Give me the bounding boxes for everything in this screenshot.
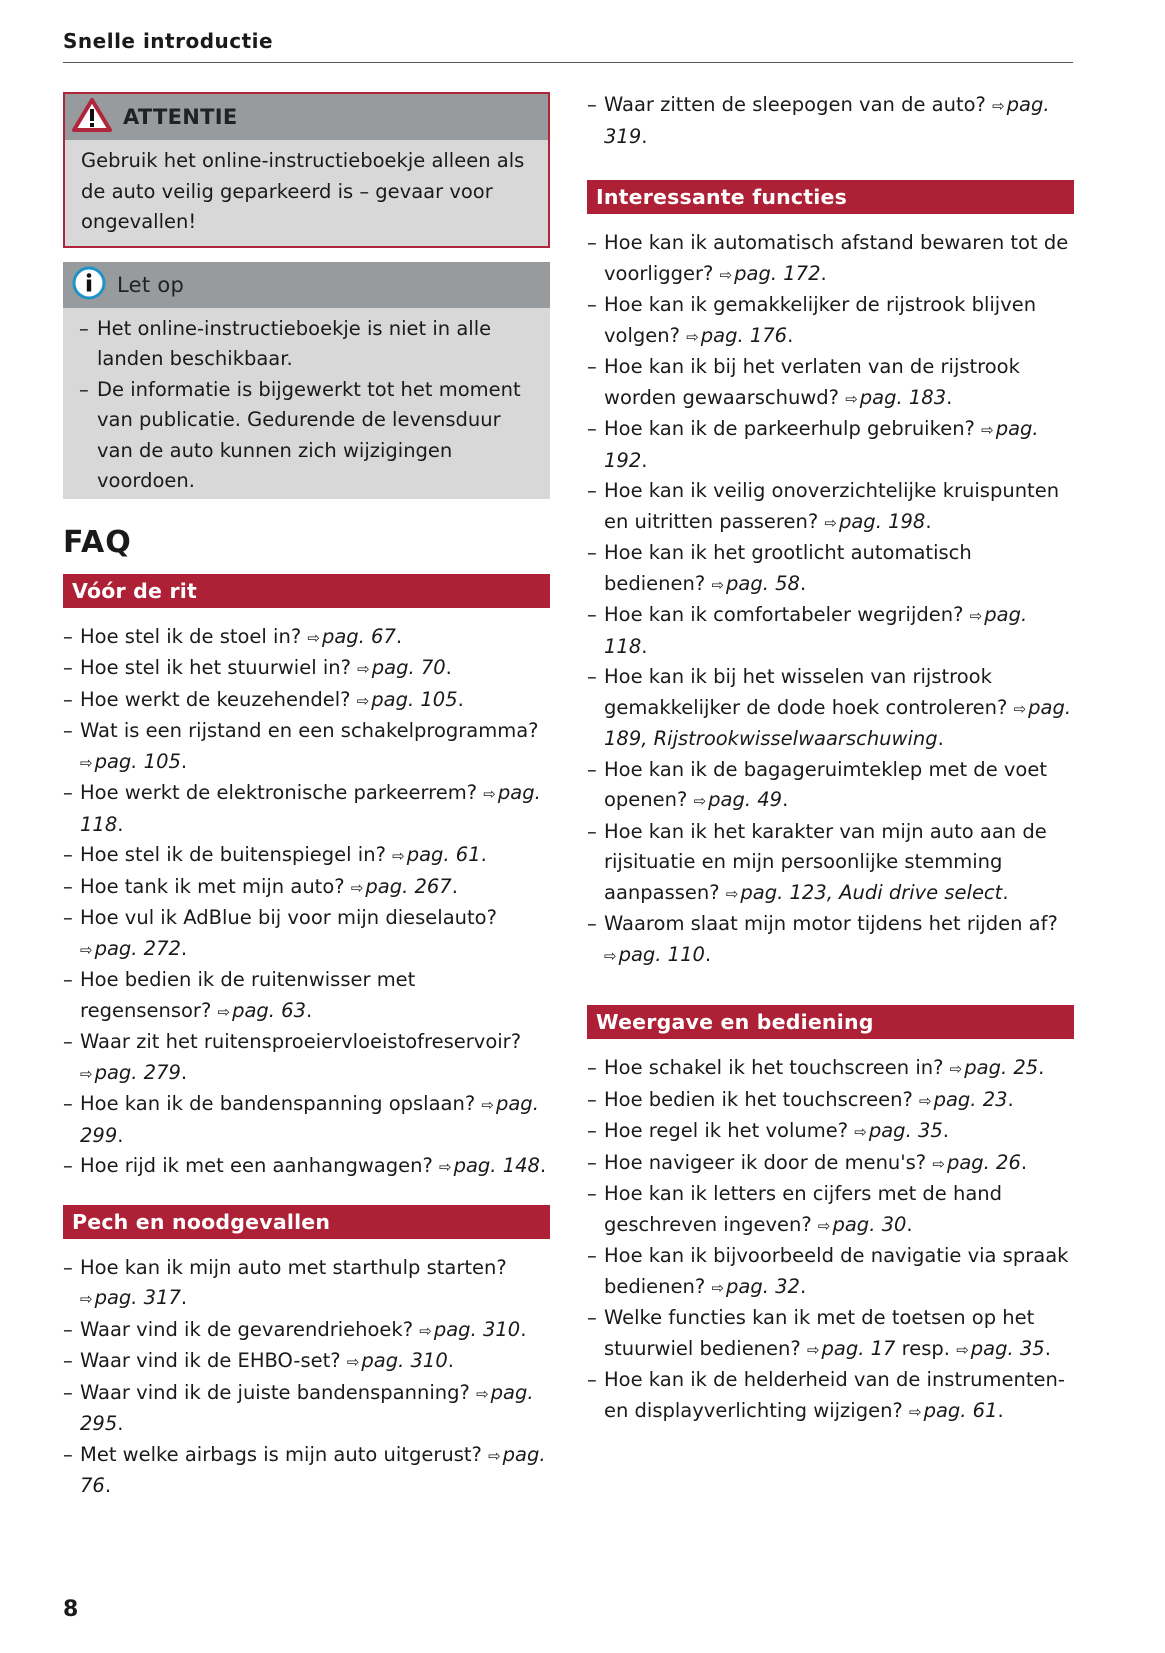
faq-item <box>587 538 1074 600</box>
note-item: – Het online-instructieboekje is niet in alle landen beschikbaar. <box>79 314 536 375</box>
faq-item <box>63 716 550 778</box>
faq-question: Hoe kan ik automatisch afstand bewaren tot de voorligger? <box>604 231 1069 285</box>
page-reference-arrow-icon: ⇨ <box>483 785 496 803</box>
faq-question: Hoe kan ik comfortabeler wegrijden? <box>604 603 964 626</box>
faq-item-end: . <box>782 788 789 811</box>
faq-item <box>63 840 550 872</box>
faq-question: Hoe kan ik het grootlicht automatisch bedienen? <box>604 541 972 595</box>
faq-item <box>63 1440 550 1502</box>
page-header <box>63 26 1073 63</box>
faq-item-end: . <box>117 1412 124 1435</box>
attention-box <box>63 92 550 248</box>
faq-question: Waar zit het ruitensproeiervloeistofreservoir? <box>80 1030 522 1053</box>
page-reference-arrow-icon: ⇨ <box>919 1091 932 1110</box>
page-reference-link[interactable]: pag. 35 <box>868 1119 943 1142</box>
faq-item-end: . <box>641 634 648 658</box>
page-reference-arrow-icon: ⇨ <box>346 1353 360 1371</box>
page-reference-link[interactable]: pag. 67 <box>321 624 396 648</box>
page-reference-arrow-icon: ⇨ <box>932 1154 945 1173</box>
faq-item <box>587 1053 1074 1085</box>
faq-question: Hoe kan ik letters en cijfers met de hand geschreven ingeven? <box>604 1182 1003 1236</box>
page-reference-link[interactable]: pag. 198 <box>838 509 926 533</box>
page-reference-arrow-icon: ⇨ <box>80 1290 93 1308</box>
note-title: Let op <box>117 272 185 297</box>
faq-item-end: . <box>480 843 487 866</box>
faq-question: Hoe stel ik de buitenspiegel in? <box>80 843 386 866</box>
faq-item-end: . <box>520 1317 527 1341</box>
faq-item <box>63 872 550 904</box>
faq-item <box>587 1116 1074 1148</box>
section-heading-interessante-functies: Interessante functies <box>587 180 1074 214</box>
section-heading-pech: Pech en noodgevallen <box>63 1205 550 1239</box>
page-reference-link[interactable]: pag. 176 <box>700 323 788 347</box>
faq-item-end: . <box>445 656 452 679</box>
page-reference-arrow-icon: ⇨ <box>439 1158 452 1176</box>
faq-question: Hoe schakel ik het touchscreen in? <box>604 1056 944 1079</box>
faq-question: Hoe kan ik de parkeerhulp gebruiken? <box>604 417 975 440</box>
page-reference-link[interactable]: pag. 63 <box>232 998 306 1022</box>
faq-item-end: . <box>942 1119 949 1142</box>
faq-question: Hoe kan ik bijvoorbeeld de navigatie via spraak bedienen? <box>604 1244 1069 1298</box>
page-reference-arrow-icon: ⇨ <box>845 389 858 408</box>
page-reference-link[interactable]: pag. 183 <box>859 385 947 409</box>
page-reference-link[interactable]: pag. 35 <box>970 1336 1045 1360</box>
faq-question: Hoe werkt de keuzehendel? <box>80 687 351 711</box>
faq-item-end: . <box>180 1060 188 1084</box>
faq-item-end: . <box>451 874 458 898</box>
page-reference-arrow-icon: ⇨ <box>356 691 370 710</box>
page-reference-link[interactable]: pag. 295 <box>80 1380 534 1435</box>
faq-question: Waar vind ik de EHBO-set? <box>80 1349 341 1372</box>
page-reference-arrow-icon: ⇨ <box>854 1123 867 1141</box>
faq-item <box>587 290 1074 352</box>
page-reference-link[interactable]: pag. 118 <box>604 603 1028 658</box>
faq-question: Waar vind ik de juiste bandenspanning? <box>80 1380 470 1404</box>
faq-item <box>587 817 1074 910</box>
faq-item <box>587 1085 1074 1117</box>
page-reference-link[interactable]: pag. 105 <box>371 687 458 711</box>
faq-item <box>63 685 550 717</box>
faq-item <box>587 352 1074 414</box>
page-reference-arrow-icon: ⇨ <box>981 421 994 439</box>
faq-item <box>587 909 1074 971</box>
faq-question: Hoe regel ik het volume? <box>604 1119 849 1142</box>
faq-item-end: . <box>820 261 827 285</box>
faq-item-end: . <box>641 124 648 148</box>
faq-question: Hoe kan ik de helderheid van de instrumenten- en displayverlichting wijzigen? <box>604 1368 1065 1422</box>
faq-item-end: . <box>946 385 953 409</box>
page-reference-arrow-icon: ⇨ <box>956 1340 969 1359</box>
page-reference-arrow-icon: ⇨ <box>392 847 405 865</box>
faq-item-end: . <box>117 1123 124 1147</box>
faq-item <box>63 1253 550 1315</box>
faq-item <box>587 755 1074 817</box>
faq-question: Hoe werkt de elektronische parkeerrem? <box>80 781 478 804</box>
note-body <box>63 308 550 499</box>
faq-question: Wat is een rijstand en een schakelprogramma? <box>80 719 539 742</box>
faq-question: Welke functies kan ik met de toetsen op het stuurwiel bedienen? <box>604 1306 1035 1360</box>
warning-triangle-icon <box>71 97 113 137</box>
faq-item <box>63 965 550 1027</box>
page-reference-arrow-icon: ⇨ <box>1013 699 1027 718</box>
faq-item <box>63 1378 550 1440</box>
page-reference-link[interactable]: pag. 30 <box>832 1212 907 1236</box>
attention-text: Gebruik het online-instructieboekje alleen als de auto veilig geparkeerd is – gevaar voor ongevallen! <box>81 149 525 233</box>
faq-list-weergave-en-bediening <box>587 1053 1074 1427</box>
page-reference-link[interactable]: pag. 105 <box>94 749 181 773</box>
page-reference-arrow-icon: ⇨ <box>949 1060 963 1078</box>
page-reference-link[interactable]: pag. 61 <box>406 843 481 866</box>
faq-item <box>587 600 1074 662</box>
page-reference-link[interactable]: pag. 76 <box>80 1442 546 1497</box>
page-reference-link[interactable]: pag. 319 <box>604 93 1050 148</box>
faq-list-voor-de-rit <box>63 622 550 1183</box>
page-reference-link[interactable]: pag. 267 <box>365 874 452 898</box>
faq-item-end: . <box>306 998 313 1022</box>
page-reference-link[interactable]: pag. 49 <box>708 788 783 811</box>
faq-item <box>587 228 1074 290</box>
faq-question: Hoe tank ik met mijn auto? <box>80 874 345 898</box>
faq-item-end: . <box>799 1274 807 1298</box>
faq-item <box>587 1303 1074 1365</box>
page-reference-link[interactable]: pag. 310 <box>361 1349 448 1372</box>
faq-question: Met welke airbags is mijn auto uitgerust? <box>80 1442 482 1466</box>
page-reference-link[interactable]: pag. 310 <box>433 1317 521 1341</box>
page-reference-link[interactable]: pag. 23 <box>933 1087 1008 1111</box>
faq-item-end: . <box>180 1286 188 1309</box>
page-reference-arrow-icon: ⇨ <box>488 1446 501 1465</box>
page-reference-arrow-icon: ⇨ <box>307 628 320 647</box>
faq-connector: resp. <box>901 1336 950 1360</box>
faq-item-end: . <box>117 812 124 836</box>
faq-item-end: . <box>1007 1087 1014 1111</box>
faq-item <box>63 1315 550 1347</box>
page-reference-arrow-icon: ⇨ <box>419 1321 432 1340</box>
faq-item-end: . <box>1038 1056 1045 1079</box>
faq-item-end: . <box>180 936 188 960</box>
right-column <box>587 92 1074 1427</box>
page-reference-link[interactable]: pag. 61 <box>923 1398 998 1422</box>
faq-item <box>63 653 550 685</box>
faq-item-end: . <box>1020 1150 1028 1174</box>
faq-item <box>587 1241 1074 1303</box>
faq-question: Hoe stel ik de stoel in? <box>80 624 302 648</box>
page-reference-link[interactable]: pag. 192 <box>604 417 1039 472</box>
faq-item <box>587 1179 1074 1241</box>
faq-item-end: . <box>937 727 944 750</box>
attention-title: ATTENTIE <box>123 105 238 129</box>
page-reference-link[interactable]: pag. 110 <box>618 942 705 966</box>
page-reference-arrow-icon: ⇨ <box>711 1278 725 1297</box>
page-reference-arrow-icon: ⇨ <box>817 1216 831 1235</box>
faq-item-end: . <box>539 1154 547 1177</box>
faq-item <box>587 90 1074 152</box>
faq-item-end: . <box>1044 1336 1051 1360</box>
faq-question: Hoe kan ik bij het wisselen van rijstrook gemakkelijker de dode hoek controleren? <box>604 665 1008 719</box>
faq-item <box>587 476 1074 538</box>
faq-item-end: . <box>906 1212 913 1236</box>
page-reference-link[interactable]: pag. 26 <box>946 1150 1021 1174</box>
page-reference-arrow-icon: ⇨ <box>80 940 93 959</box>
page-reference-arrow-icon: ⇨ <box>217 1002 231 1021</box>
faq-heading: FAQ <box>63 524 132 560</box>
page-reference-link[interactable]: pag. 317 <box>94 1286 181 1309</box>
faq-question: Hoe navigeer ik door de menu's? <box>604 1150 927 1174</box>
page-reference-arrow-icon: ⇨ <box>719 265 733 284</box>
faq-item-end: . <box>457 687 464 711</box>
faq-item-end: . <box>447 1349 454 1372</box>
faq-question: Hoe kan ik de bagageruimteklep met de voet openen? <box>604 757 1047 811</box>
page-number: 8 <box>63 1597 79 1622</box>
faq-item <box>63 778 550 840</box>
faq-item-end: . <box>787 323 794 347</box>
page-reference-arrow-icon: ⇨ <box>350 878 364 897</box>
section-heading-voor-de-rit: Vóór de rit <box>63 574 550 608</box>
note-item: – De informatie is bijgewerkt tot het moment van publicatie. Gedurende de levensduur van de auto kunnen zich wijzigingen voordoen. <box>79 375 536 497</box>
faq-question: Hoe bedien ik het touchscreen? <box>604 1087 913 1111</box>
page-reference-link[interactable]: pag. 172 <box>734 261 821 285</box>
page-reference-arrow-icon: ⇨ <box>80 753 93 772</box>
faq-question: Hoe kan ik veilig onoverzichtelijke kruispunten en uitritten passeren? <box>604 479 1060 533</box>
faq-list-interessante-functies <box>587 228 1074 971</box>
page-reference-arrow-icon: ⇨ <box>481 1096 494 1114</box>
faq-question: Waar zitten de sleepogen van de auto? <box>604 93 986 116</box>
page-reference-link[interactable]: pag. 189, Rijstrookwisselwaarschuwing <box>604 695 1072 750</box>
page-reference-arrow-icon: ⇨ <box>693 792 707 810</box>
page-reference-link[interactable]: pag. 25 <box>964 1056 1039 1079</box>
faq-item-end: . <box>799 571 807 595</box>
faq-question: Waarom slaat mijn motor tijdens het rijden af? <box>604 912 1058 935</box>
page-reference-link[interactable]: pag. 70 <box>371 656 446 679</box>
page-reference-arrow-icon: ⇨ <box>686 327 699 346</box>
faq-question: Hoe stel ik het stuurwiel in? <box>80 656 351 679</box>
page-reference-arrow-icon: ⇨ <box>476 1384 489 1403</box>
page-reference-link[interactable]: pag. 148 <box>453 1154 540 1177</box>
page-reference-arrow-icon: ⇨ <box>824 513 837 532</box>
note-box <box>63 262 550 499</box>
page-reference-arrow-icon: ⇨ <box>992 97 1005 115</box>
faq-question: Hoe kan ik mijn auto met starthulp starten? <box>80 1255 507 1279</box>
attention-header <box>65 94 548 140</box>
page-reference-link[interactable]: pag. 123, Audi drive select <box>740 880 1003 904</box>
faq-question: Hoe vul ik AdBlue bij voor mijn dieselauto? <box>80 906 497 929</box>
faq-item <box>63 622 550 654</box>
left-column <box>63 92 550 1502</box>
faq-item <box>63 903 550 965</box>
section-heading-weergave-en-bediening: Weergave en bediening <box>587 1005 1074 1039</box>
page-reference-arrow-icon: ⇨ <box>969 607 983 625</box>
faq-item-end: . <box>997 1398 1004 1422</box>
faq-item-end: . <box>180 749 188 773</box>
faq-item-end: . <box>925 509 932 533</box>
faq-question: Hoe kan ik gemakkelijker de rijstrook blijven volgen? <box>604 293 1037 347</box>
faq-question: Hoe kan ik bij het verlaten van de rijstrook worden gewaarschuwd? <box>604 355 1020 409</box>
faq-item <box>587 1148 1074 1180</box>
page-reference-arrow-icon: ⇨ <box>806 1340 820 1359</box>
page-reference-link[interactable]: pag. 17 <box>821 1336 896 1360</box>
faq-question: Waar vind ik de gevarendriehoek? <box>80 1317 414 1341</box>
faq-item <box>587 414 1074 476</box>
faq-item-end: . <box>395 624 403 648</box>
page-reference-arrow-icon: ⇨ <box>80 1064 93 1083</box>
faq-question: Hoe rijd ik met een aanhangwagen? <box>80 1154 433 1177</box>
faq-item <box>63 1151 550 1183</box>
faq-item-end: . <box>1002 880 1009 904</box>
note-header <box>63 262 550 308</box>
page-reference-link[interactable]: pag. 299 <box>80 1092 539 1147</box>
page-reference-arrow-icon: ⇨ <box>725 884 739 903</box>
faq-item <box>63 1089 550 1151</box>
page-reference-arrow-icon: ⇨ <box>604 946 617 965</box>
faq-item-end: . <box>641 448 648 472</box>
page-reference-link[interactable]: pag. 272 <box>94 936 181 960</box>
page-reference-arrow-icon: ⇨ <box>711 575 725 594</box>
faq-item <box>587 1365 1074 1427</box>
faq-list-pech-continued <box>587 90 1074 152</box>
faq-item <box>63 1346 550 1378</box>
faq-item-end: . <box>704 942 712 966</box>
faq-item <box>63 1027 550 1089</box>
page-reference-link[interactable]: pag. 118 <box>80 781 541 836</box>
info-icon <box>71 265 107 305</box>
page-reference-link[interactable]: pag. 279 <box>94 1060 181 1084</box>
page-reference-link[interactable]: pag. 58 <box>726 571 800 595</box>
page-reference-link[interactable]: pag. 32 <box>726 1274 800 1298</box>
faq-question: Hoe bedien ik de ruitenwisser met regensensor? <box>80 968 416 1022</box>
page-reference-arrow-icon: ⇨ <box>357 660 370 678</box>
faq-question: Hoe kan ik het karakter van mijn auto aan de rijsituatie en mijn persoonlijke stemming aanpassen? <box>604 819 1047 904</box>
faq-item-end: . <box>104 1474 112 1497</box>
faq-list-pech <box>63 1253 550 1502</box>
page-header-title: Snelle introductie <box>63 29 274 53</box>
faq-question: Hoe kan ik de bandenspanning opslaan? <box>80 1092 476 1115</box>
page-reference-arrow-icon: ⇨ <box>909 1402 922 1421</box>
faq-item <box>587 662 1074 755</box>
